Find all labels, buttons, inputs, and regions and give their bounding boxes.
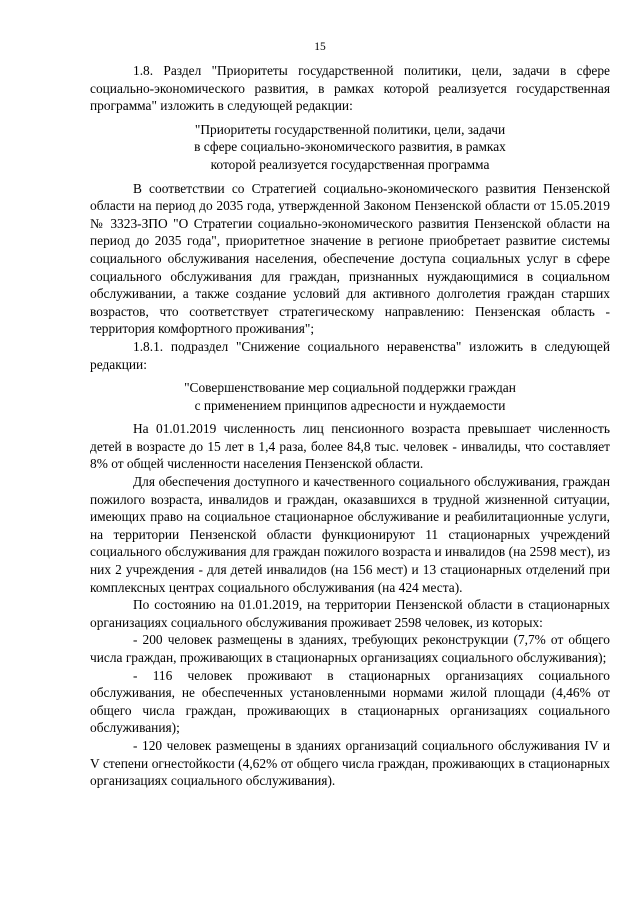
paragraph-section-1-8-1: 1.8.1. подраздел "Снижение социального неравенства" изложить в следующей редакции:: [90, 338, 610, 372]
paragraph-residents-status: По состоянию на 01.01.2019, на территории Пензенской области в стационарных организациях социального обслуживания проживает 2598 человек, из которых:: [90, 597, 610, 630]
page-number: 15: [314, 41, 326, 53]
document-body: [90, 62, 610, 790]
paragraph-pension-age: На 01.01.2019 численность лиц пенсионного возраста превышает численность детей в возрасте до 15 лет в 1,4 раза, более 84,8 тыс. человек - инвалиды, что составляет 8% от общей численности населения Пензенской области.: [90, 421, 610, 472]
heading-priorities-line-1: "Приоритеты государственной политики, цели, задачи: [194, 121, 506, 137]
paragraph-social-services: Для обеспечения доступного и качественного социального обслуживания, граждан пожилого возраста, инвалидов и граждан, оказавшихся в трудной жизненной ситуации, имеющих право на социальное стационарное обслуживание и реабилитационные услуги, на территории Пензенской области функционируют 11 стационарных учреждений социального обслуживания для граждан пожилого возраста и инвалидов (на 2598 мест), из них 2 учреждения - для детей инвалидов (на 156 мест) и 13 стационарных отделений при комплексных центрах социального обслуживания (на 424 места).: [90, 474, 610, 595]
list-item-living-space: - 116 человек проживают в стационарных организациях социального обслуживания, не обеспеченных установленными нормами жилой площади (4,46% от общего числа граждан, проживающих в стационарных организациях социального обслуживания);: [90, 667, 610, 736]
paragraph-section-1-8: 1.8. Раздел "Приоритеты государственной политики, цели, задачи в сфере социально-экономического развития, в рамках которой реализуется государственная программа" изложить в следующей редакции:: [90, 63, 610, 114]
list-item-fire-resistance: - 120 человек размещены в зданиях организаций социального обслуживания IV и V степени огнестойкости (4,62% от общего числа граждан, проживающих в стационарных организациях социального обслуживания).: [90, 737, 610, 789]
paragraph-strategy: В соответствии со Стратегией социально-экономического развития Пензенской области на период до 2035 года, утвержденной Законом Пензенской области от 15.05.2019 № 3323-ЗПО "О Стратегии социально-экономического развития Пензенской области на период до 2035 года", приоритетное значение в регионе приобретает развитие системы социального обслуживания населения, обеспечение доступа социальных услуг в сфере социального обслуживания для граждан, признанных нуждающимися в социальном обслуживании, а также создание условий для активного долголетия граждан старших возрастов, что соответствует стратегическому направлению: Пензенская область - территория комфортного проживания";: [90, 180, 610, 337]
heading-social-support-line-2: с применением принципов адресности и нуждаемости: [194, 397, 506, 413]
heading-social-support-line-1: "Совершенствование мер социальной поддержки граждан: [184, 380, 516, 396]
heading-priorities-line-3: которой реализуется государственная программа: [210, 156, 490, 172]
list-item-reconstruction: - 200 человек размещены в зданиях, требующих реконструкции (7,7% от общего числа граждан, проживающих в стационарных организациях социального обслуживания);: [90, 632, 610, 665]
heading-priorities-line-2: в сфере социально-экономического развития, в рамках: [194, 139, 506, 155]
